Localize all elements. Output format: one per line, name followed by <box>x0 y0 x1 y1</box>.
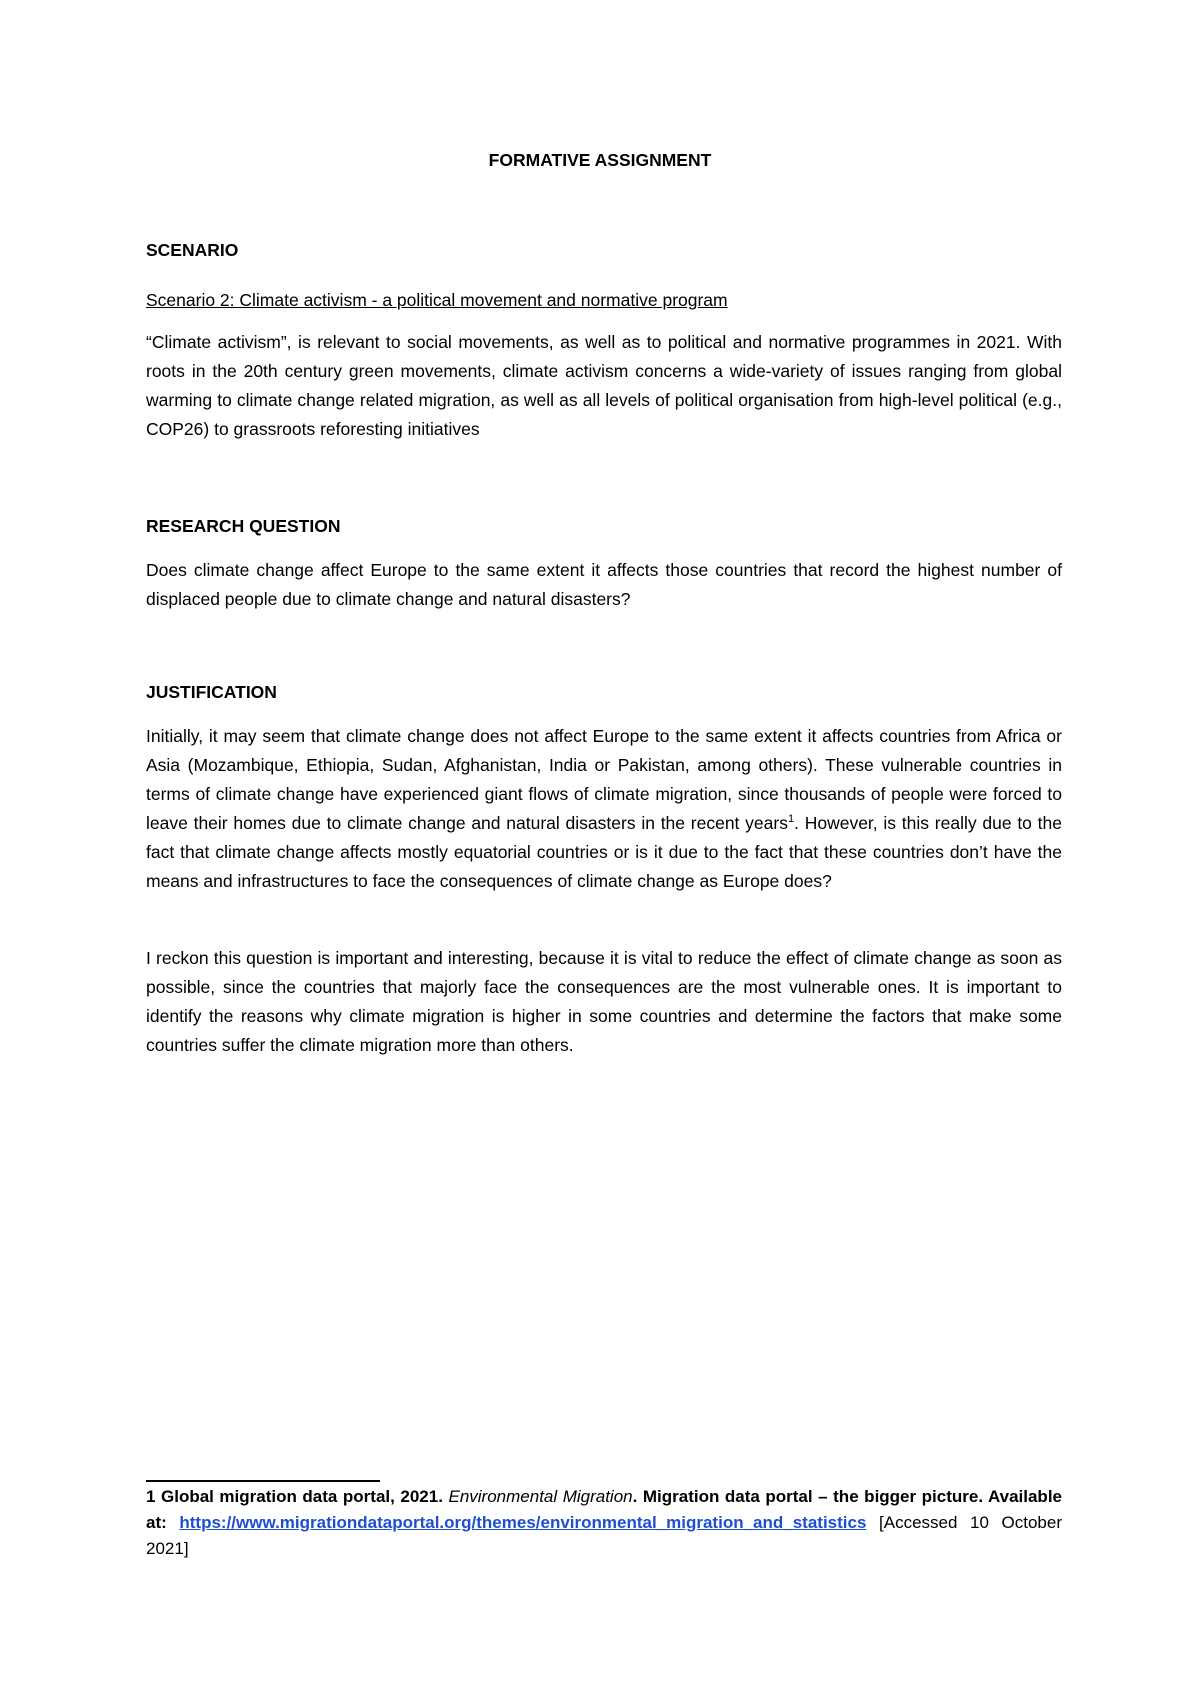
footnote <box>146 1484 1062 1562</box>
footnote-text-middle: . Migration data portal – the bigger picture. Available at: <box>146 1487 1062 1532</box>
justification-heading: JUSTIFICATION <box>146 682 277 702</box>
scenario-paragraph <box>146 328 1062 444</box>
research-question-text: Does climate change affect Europe to the same extent it affects those countries that record the highest number of displaced people due to climate change and natural disasters? <box>146 560 1062 609</box>
research-question-paragraph <box>146 556 1062 614</box>
footnote-reference[interactable]: 1 <box>787 813 795 826</box>
justification-paragraph-1-part-1: Initially, it may seem that climate change does not affect Europe to the same extent it affects countries from Africa or Asia (Mozambique, Ethiopia, Sudan, Afghanistan, India or Pakistan, among others). These vulnerable countries in terms of climate change have experienced giant flows of climate migration, since thousands of people were forced to leave their homes due to climate change and natural disasters in the recent years <box>146 726 1062 833</box>
footnote-number: 1 <box>146 1487 156 1506</box>
justification-paragraph-1 <box>146 722 1062 896</box>
justification-paragraph-2 <box>146 944 1062 1060</box>
footnote-link[interactable]: https://www.migrationdataportal.org/themes/environmental_migration_and_statistics <box>179 1513 867 1532</box>
footnote-separator <box>146 1480 380 1482</box>
footnote-text-before: Global migration data portal, 2021. <box>155 1487 449 1506</box>
justification-paragraph-1-part-2: . However, is this really due to the fact that climate change affects mostly equatorial countries or is it due to the fact that these countries don’t have the means and infrastructures to face the consequences of climate change as Europe does? <box>146 813 1062 891</box>
document-title: FORMATIVE ASSIGNMENT <box>488 150 712 170</box>
scenario-heading: SCENARIO <box>146 240 239 260</box>
footnote-italic-title: Environmental Migration <box>448 1487 633 1506</box>
scenario-subheading: Scenario 2: Climate activism - a political movement and normative program <box>146 290 728 310</box>
footnote-text-after: [Accessed 10 October 2021] <box>146 1513 1063 1558</box>
justification-paragraph-2-text: I reckon this question is important and interesting, because it is vital to reduce the effect of climate change as soon as possible, since the countries that majorly face the consequences are the most vulnerable ones. It is important to identify the reasons why climate migration is higher in some countries and determine the factors that make some countries suffer the climate migration more than others. <box>146 948 1062 1055</box>
scenario-paragraph-text: “Climate activism”, is relevant to social movements, as well as to political and normative programmes in 2021. With roots in the 20th century green movements, climate activism concerns a wide-variety of issues ranging from global warming to climate change related migration, as well as all levels of political organisation from high-level political (e.g., COP26) to grassroots reforesting initiatives <box>146 332 1062 439</box>
research-question-heading: RESEARCH QUESTION <box>146 516 341 536</box>
